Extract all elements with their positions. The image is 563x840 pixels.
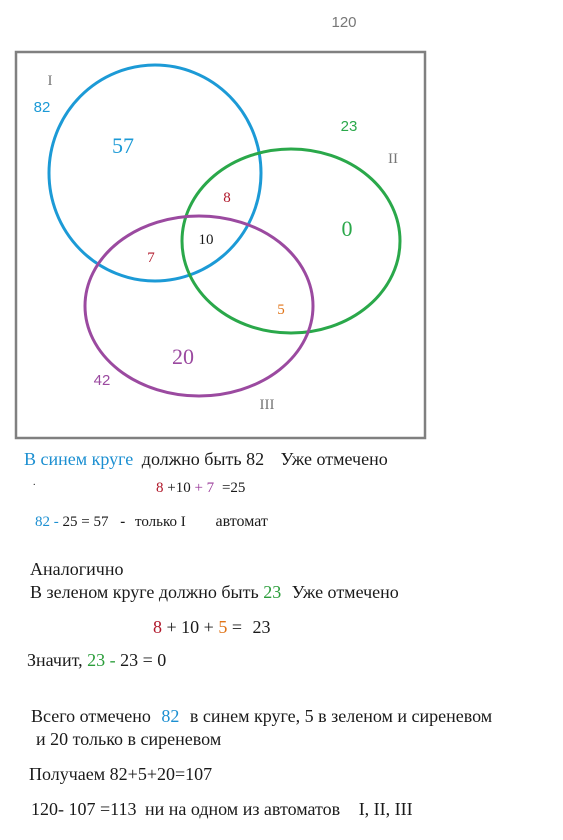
therefore-rest: 23 = 0	[120, 650, 167, 670]
region-all-three: 10	[198, 232, 214, 248]
circle-green	[182, 149, 400, 333]
total-marked-82: 82	[161, 706, 180, 726]
region-blue-purple: 7	[147, 250, 155, 266]
label-set-III: III	[259, 397, 275, 413]
already-marked-text-2: Уже отмечено	[291, 582, 399, 602]
line-only-purple: и 20 только в сиреневом	[36, 729, 222, 749]
line-82-minus-25	[35, 513, 268, 531]
circle-blue	[49, 65, 261, 281]
sum2-8: 8	[153, 617, 162, 637]
therefore-text: Значит,	[27, 650, 83, 670]
final-none-text: ни на одном из автоматов	[144, 799, 341, 819]
total-marked-text: Всего отмечено	[31, 706, 151, 726]
green-circle-text: В зеленом круге должно быть	[30, 582, 259, 602]
region-only-purple: 20	[172, 344, 194, 369]
calc-82: 82	[35, 514, 50, 530]
sum-result: =25	[221, 480, 246, 496]
sum2-23: 23	[252, 617, 271, 637]
should-be-text: должно быть 82	[141, 449, 265, 469]
total-purple: 42	[93, 372, 111, 389]
final-sets: I, II, III	[358, 799, 413, 819]
sum2-5: 5	[218, 617, 228, 637]
total-green: 23	[340, 118, 358, 135]
stray-dot: .	[33, 477, 36, 488]
only-I-text: только I	[134, 514, 186, 530]
sum-8: 8	[156, 480, 164, 496]
region-blue-green: 8	[223, 190, 231, 206]
final-calc: 120- 107 =113	[31, 799, 137, 819]
sum-10: +10	[167, 480, 191, 496]
already-marked-text: Уже отмечено	[280, 449, 388, 469]
region-green-purple: 5	[277, 302, 285, 318]
therefore-minus: -	[109, 650, 116, 670]
total-marked-rest: в синем круге, 5 в зеленом и сиреневом	[189, 706, 493, 726]
total-blue: 82	[33, 99, 51, 116]
therefore-23: 23	[87, 650, 106, 670]
line-result-107: Получаем 82+5+20=107	[29, 764, 213, 784]
green-23: 23	[263, 582, 282, 602]
line-total-marked	[31, 706, 492, 727]
line-final	[31, 799, 413, 820]
line-sum-25	[156, 480, 245, 497]
total-count: 120	[331, 14, 357, 31]
line-green-should-be	[30, 582, 399, 603]
blue-circle-text: В синем круге	[24, 449, 134, 469]
calc-minus: -	[53, 514, 59, 530]
line-sum-23	[153, 617, 270, 638]
label-set-II: II	[388, 151, 398, 167]
sum-7: + 7	[194, 480, 215, 496]
sum2-10: + 10 +	[166, 617, 214, 637]
region-only-blue: 57	[112, 133, 134, 158]
line-blue-should-be	[24, 449, 388, 470]
region-only-green: 0	[341, 216, 353, 241]
automat-text: автомат	[215, 513, 268, 530]
line-therefore	[27, 650, 166, 671]
line-similarly: Аналогично	[30, 559, 124, 579]
label-set-I: I	[47, 73, 53, 89]
calc-dash: -	[120, 514, 126, 530]
sum2-eq: =	[231, 617, 242, 637]
calc-rest: 25 = 57	[62, 514, 109, 530]
